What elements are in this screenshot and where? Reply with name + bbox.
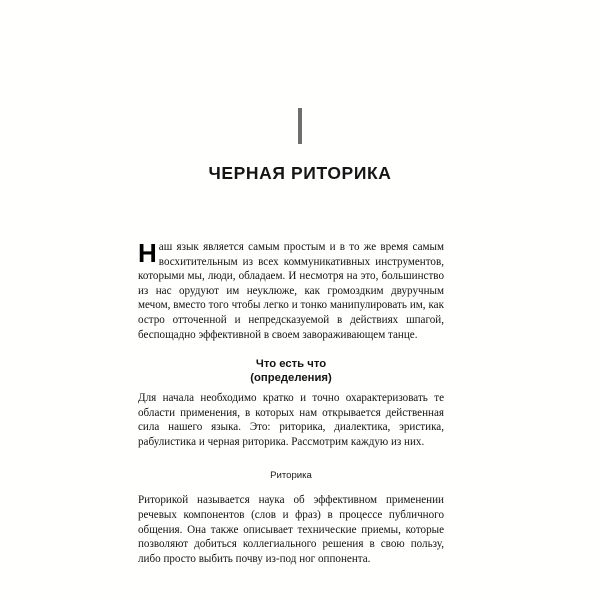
section-heading — [138, 358, 444, 385]
sub-heading-rhetoric: Риторика — [270, 470, 312, 482]
paragraph-intro-text: аш язык является самым простым и в то же время самым восхитительным из всех коммуникативных инструментов, которыми мы, люди, обладаем. И несмотря на это, большинство из нас орудуют им неуклюже, как громоздким двуручным мечом, вместо того чтобы легко и тонко манипулировать им, как остро отточенной и непредсказуемой в действиях шпагой, беспощадно эффективной в своем завораживающем танце. — [138, 241, 444, 341]
chapter-title: ЧЕРНАЯ РИТОРИКА — [208, 163, 392, 183]
vertical-rule-icon — [298, 108, 302, 144]
paragraph-intro — [138, 240, 444, 342]
chapter-ornament — [0, 108, 600, 148]
paragraph-definitions: Для начала необходимо кратко и точно охарактеризовать те области применения, в которых нам открывается действенная сила нашего языка. Это: риторика, диалектика, эристика, рабулистика и черная риторика. Рассмотрим каждую из них. — [138, 391, 444, 448]
section-heading-line-1: Что есть что — [255, 358, 327, 371]
section-heading-line-2: (определения) — [250, 371, 332, 384]
text-column — [138, 240, 444, 566]
drop-cap: Н — [138, 238, 157, 268]
paragraph-rhetoric: Риторикой называется наука об эффективном применении речевых компонентов (слов и фраз) в процессе публичного общения. Она также описывает технические приемы, которые позволяют добиться коллегиального решения в свою пользу, либо просто выбить почву из-под ног оппонента. — [138, 494, 444, 565]
